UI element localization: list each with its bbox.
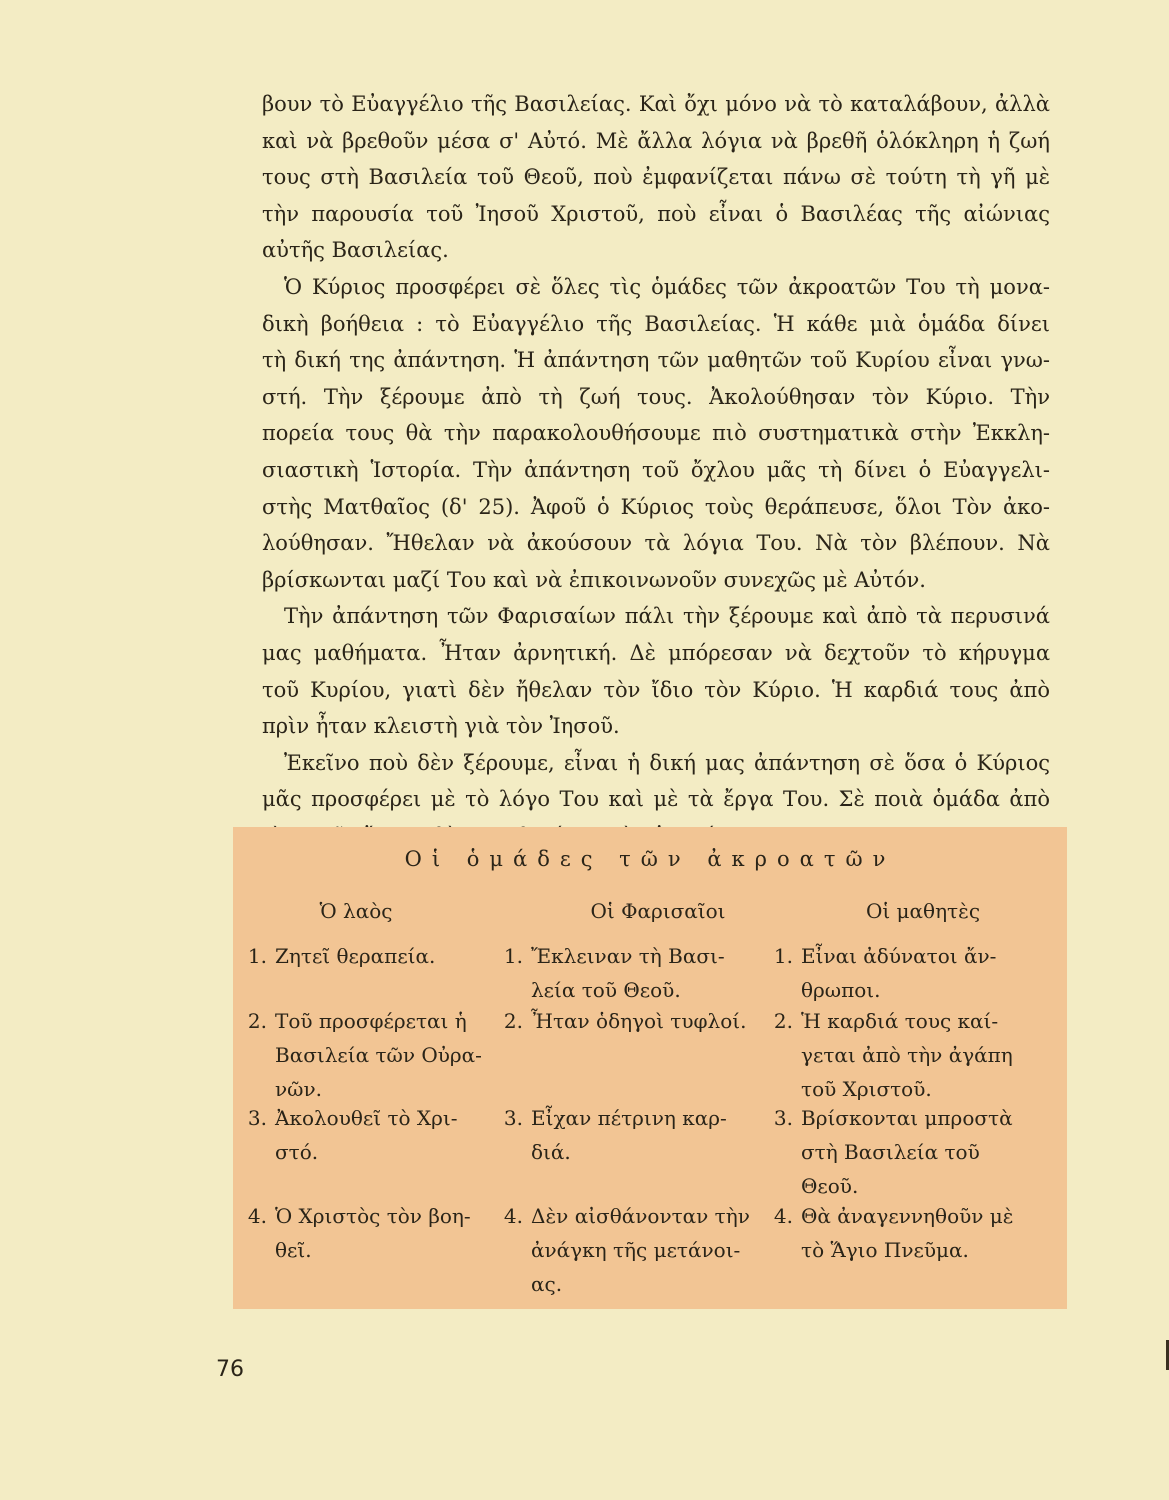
item-text: ας. xyxy=(531,1272,563,1296)
item-number: 2. xyxy=(503,1009,523,1033)
table-cell xyxy=(763,1004,1013,1106)
table-cell xyxy=(237,1199,471,1267)
item-text: τοῦ Χριστοῦ. xyxy=(801,1077,932,1101)
item-text: νῶν. xyxy=(275,1077,322,1101)
item-text: Δὲν αἰσθάνονταν τὴν xyxy=(531,1204,750,1228)
item-number: 3. xyxy=(503,1106,523,1130)
item-text: Ὁ Χριστὸς τὸν βοη- xyxy=(275,1204,471,1228)
text-line: λούθησαν. Ἤθελαν νὰ ἀκούσουν τὰ λόγια Του. Νὰ τὸν βλέπουν. Νὰ xyxy=(262,531,1050,556)
table-cell xyxy=(237,1101,458,1169)
item-number: 1. xyxy=(247,944,267,968)
table-cell xyxy=(763,1199,1014,1267)
item-text: Βασιλεία τῶν Οὐρα- xyxy=(275,1043,482,1067)
table-title: Οἱ ὁμάδες τῶν ἀκροατῶν xyxy=(404,847,896,871)
item-text: λεία τοῦ Θεοῦ. xyxy=(531,978,681,1002)
text-line: αὐτῆς Βασιλείας. xyxy=(262,238,449,263)
item-text: Εἶχαν πέτρινη καρ- xyxy=(531,1106,727,1130)
column-heading-people: Ὁ λαὸς xyxy=(319,899,393,923)
table-cell xyxy=(763,1101,1013,1203)
item-text: Βρίσκονται μπροστὰ xyxy=(801,1106,1013,1130)
table-cell xyxy=(493,939,725,1007)
item-number: 2. xyxy=(773,1009,793,1033)
table-cell xyxy=(493,1004,746,1038)
text-line: μᾶς προσφέρει μὲ τὸ λόγο Του καὶ μὲ τὰ ἔργα Του. Σὲ ποιὰ ὁμάδα ἀπὸ xyxy=(262,787,1050,812)
table-cell xyxy=(493,1101,727,1169)
item-number: 3. xyxy=(247,1106,267,1130)
item-number: 2. xyxy=(247,1009,267,1033)
item-text: Ἦταν ὁδηγοὶ τυφλοί. xyxy=(531,1009,747,1033)
text-line: σιαστικὴ Ἱστορία. Τὴν ἀπάντηση τοῦ ὄχλου μᾶς τὴ δίνει ὁ Εὐαγγελι- xyxy=(262,457,1050,482)
column-heading-disciples: Οἱ μαθητὲς xyxy=(865,899,981,923)
item-text: Ἔκλειναν τὴ Βασι- xyxy=(531,944,725,968)
item-text: Ἡ καρδιά τους καί- xyxy=(801,1009,999,1033)
listener-groups-table xyxy=(233,827,1067,1309)
item-text: θεῖ. xyxy=(275,1238,312,1262)
item-text: διά. xyxy=(531,1140,571,1164)
item-number: 3. xyxy=(773,1106,793,1130)
body-text xyxy=(262,86,1050,854)
item-number: 1. xyxy=(503,944,523,968)
item-text: θρωποι. xyxy=(801,978,881,1002)
item-text: τὸ Ἅγιο Πνεῦμα. xyxy=(801,1238,969,1262)
text-line: καὶ νὰ βρεθοῦν μέσα σ' Αὐτό. Μὲ ἄλλα λόγια νὰ βρεθῆ ὁλόκληρη ἡ ζωή xyxy=(262,128,1050,153)
text-line: βρίσκωνται μαζί Του καὶ νὰ ἐπικοινωνοῦν συνεχῶς μὲ Αὐτόν. xyxy=(262,567,926,592)
item-text: Εἶναι ἀδύνατοι ἄν- xyxy=(801,944,997,968)
item-text: γεται ἀπὸ τὴν ἀγάπη xyxy=(801,1043,1013,1067)
text-line: μας μαθήματα. Ἦταν ἀρνητική. Δὲ μπόρεσαν νὰ δεχτοῦν τὸ κήρυγμα xyxy=(262,640,1050,665)
text-line: Ἐκεῖνο ποὺ δὲν ξέρουμε, εἶναι ἡ δική μας ἀπάντηση σὲ ὅσα ὁ Κύριος xyxy=(284,750,1050,775)
item-text: στό. xyxy=(275,1140,319,1164)
text-line: δικὴ βοήθεια : τὸ Εὐαγγέλιο τῆς Βασιλείας. Ἡ κάθε μιὰ ὁμάδα δίνει xyxy=(262,311,1050,336)
item-text: ἀνάγκη τῆς μετάνοι- xyxy=(531,1238,741,1262)
item-text: Θὰ ἀναγεννηθοῦν μὲ xyxy=(801,1204,1014,1228)
item-text: Ἀκολουθεῖ τὸ Χρι- xyxy=(275,1106,458,1130)
item-text: Τοῦ προσφέρεται ἡ xyxy=(275,1009,467,1033)
column-heading-pharisees: Οἱ Φαρισαῖοι xyxy=(590,899,726,923)
item-number: 4. xyxy=(773,1204,793,1228)
text-line: στὴς Ματθαῖος (δ' 25). Ἀφοῦ ὁ Κύριος τοὺς θεράπευσε, ὅλοι Τὸν ἀκο- xyxy=(262,494,1050,519)
page-number: 76 xyxy=(216,1357,244,1382)
text-line: στή. Τὴν ξέρουμε ἀπὸ τὴ ζωή τους. Ἀκολούθησαν τὸν Κύριο. Τὴν xyxy=(262,384,1050,409)
text-line: τους στὴ Βασιλεία τοῦ Θεοῦ, ποὺ ἐμφανίζεται πάνω σὲ τούτη τὴ γῆ μὲ xyxy=(262,165,1050,190)
table-cell xyxy=(493,1199,750,1301)
item-number: 1. xyxy=(773,944,793,968)
table-cell xyxy=(237,1004,482,1106)
item-text: στὴ Βασιλεία τοῦ xyxy=(801,1140,980,1164)
text-line: τοῦ Κυρίου, γιατὶ δὲν ἤθελαν τὸν ἴδιο τὸν Κύριο. Ἡ καρδιά τους ἀπὸ xyxy=(262,677,1050,702)
text-line: τὴν παρουσία τοῦ Ἰησοῦ Χριστοῦ, ποὺ εἶναι ὁ Βασιλέας τῆς αἰώνιας xyxy=(262,201,1050,226)
text-line: Ὁ Κύριος προσφέρει σὲ ὅλες τὶς ὁμάδες τῶν ἀκροατῶν Του τὴ μονα- xyxy=(284,274,1050,299)
text-line: Τὴν ἀπάντηση τῶν Φαρισαίων πάλι τὴν ξέρουμε καὶ ἀπὸ τὰ περυσινά xyxy=(284,604,1050,629)
item-text: Θεοῦ. xyxy=(801,1174,859,1198)
item-number: 4. xyxy=(503,1204,523,1228)
text-line: τὴ δική της ἀπάντηση. Ἡ ἀπάντηση τῶν μαθητῶν τοῦ Κυρίου εἶναι γνω- xyxy=(262,348,1050,373)
table-cell xyxy=(763,939,996,1007)
text-line: βουν τὸ Εὐαγγέλιο τῆς Βασιλείας. Καὶ ὄχι μόνο νὰ τὸ καταλάβουν, ἀλλὰ xyxy=(262,92,1050,116)
text-line: πρὶν ἦταν κλειστὴ γιὰ τὸν Ἰησοῦ. xyxy=(262,714,620,739)
item-number: 4. xyxy=(247,1204,267,1228)
table-cell xyxy=(237,939,435,973)
item-text: Ζητεῖ θεραπεία. xyxy=(275,944,436,968)
text-line: πορεία τους θὰ τὴν παρακολουθήσουμε πιὸ συστηματικὰ στὴν Ἐκκλη- xyxy=(262,421,1050,446)
